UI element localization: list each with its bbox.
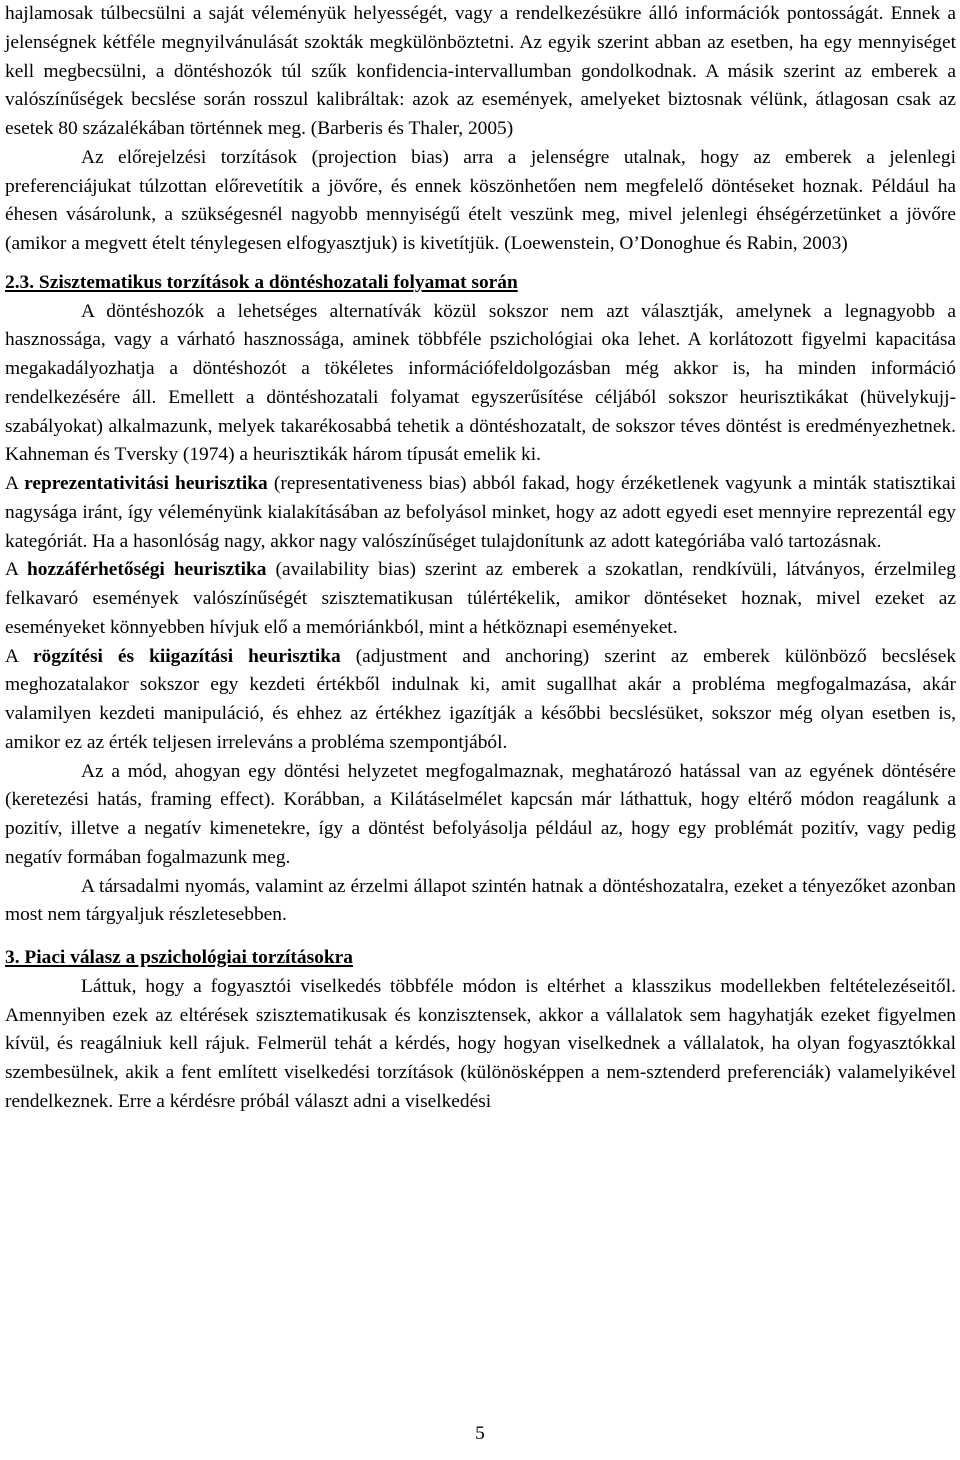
paragraph-social-pressure: A társadalmi nyomás, valamint az érzelmi állapot szintén hatnak a döntéshozatalra, ezeket a tényezőket azonban most nem tárgyaljuk részletesebben. (5, 875, 956, 926)
article: A (5, 473, 25, 494)
paragraph-anchoring (5, 643, 956, 758)
term-anchoring: rögzítési és kiigazítási heurisztika (32, 645, 341, 667)
paragraph-overconfidence: hajlamosak túlbecsülni a saját véleményük helyességét, vagy a rendelkezésükre álló információk pontosságát. Ennek a jelenségnek kétféle megnyilvánulását szokták megkülönböztetni. Az egyik szerint abban az esetben, ha egy mennyiséget kell megbecsülni, a döntéshozók túl szűk konfidencia-intervallumban gondolkodnak. A másik szerint az emberek a valószínűségek becslése során rosszul kalibráltak: azok az események, amelyeket biztosnak vélünk, átlagosan csak az esetek 80 százalékában történnek meg. (Barberis és Thaler, 2005) (5, 3, 956, 139)
paragraph-representativeness (5, 470, 956, 556)
paragraph-text: (availability bias) szerint az emberek a szokatlan, rendkívüli, látványos, érzelmileg felkavaró események valószínűségét szisztematikusan túlértékelik, amikor döntéseket hoznak, mivel ezeket az eseményeket könnyebben hívjuk elő a memóriánkból, mint a hétköznapi eseményeket. (5, 559, 956, 638)
paragraph-text: (adjustment and anchoring) szerint az emberek különböző becslések meghozatalakor sokszor egy kezdeti értékből indulnak ki, amit sugallhat akár a probléma megfogalmazása, akár valamilyen kezdeti manipuláció, és ehhez az értékhez igazítják a későbbi becslésüket, sokszor még olyan esetben is, amikor ez az érték teljesen irreleváns a probléma szempontjából. (5, 645, 957, 753)
paragraph-availability (5, 556, 956, 642)
section-heading-2-3-text: 2.3. Szisztematikus torzítások a döntéshozatali folyamat során (5, 271, 518, 293)
spacer (5, 930, 956, 944)
paragraph-projection-bias: Az előrejelzési torzítások (projection bias) arra a jelenségre utalnak, hogy az emberek a jelenlegi preferenciájukat túlzottan előrevetítik a jövőre, és ennek köszönhetően nem megfelelő döntéseket hoznak. Például ha éhesen vásárolunk, a szükségesnél nagyobb mennyiségű ételt veszünk meg, mivel jelenlegi éhségérzetünket a jövőre (amikor a megvett ételt ténylegesen elfogyasztjuk) is kivetítjük. (Loewenstein, O’Donoghue és Rabin, 2003) (5, 146, 956, 254)
article: A (5, 645, 33, 667)
section-heading-3 (5, 944, 956, 973)
term-availability: hozzáférhetőségi heurisztika (26, 559, 267, 581)
paragraph-market-response: Láttuk, hogy a fogyasztói viselkedés többféle módon is eltérhet a klasszikus modellekben feltételezéseitől. Amennyiben ezek az eltérések szisztematikusak és konzisztensek, akkor a vállalatok sem hagyhatják ezeket figyelmen kívül, és reagálniuk kell rájuk. Felmerül tehát a kérdés, hogy hogyan viselkednek a vállalatok, ha olyan fogyasztókkal szembesülnek, akik a fent említett viselkedési torzítások (különösképpen a nem-sztenderd preferenciák) valamelyikével rendelkeznek. Erre a kérdésre próbál választ adni a viselkedési (5, 975, 956, 1112)
term-representativeness: reprezentativitási heurisztika (24, 473, 268, 494)
page-number: 5 (475, 1423, 485, 1444)
spacer (5, 259, 956, 269)
article: A (5, 559, 27, 581)
paragraph-text: (representativeness bias) abból fakad, hogy érzéketlenek vagyunk a minták statisztikai nagysága iránt, így véleményünk kialakításában az befolyásol minket, hogy az adott egyedi eset mennyire reprezentál egy kategóriát. Ha a hasonlóság nagy, akkor nagy valószínűséget tulajdonítunk az adott kategóriába való tartozásnak. (5, 473, 956, 552)
paragraph-framing: Az a mód, ahogyan egy döntési helyzetet megfogalmaznak, meghatározó hatással van az egyének döntésére (keretezési hatás, framing effect). Korábban, a Kilátáselmélet kapcsán már láthattuk, hogy eltérő módon reagálunk a pozitív, illetve a negatív kimenetekre, így a döntést befolyásolja például az, hogy egy problémát pozitív, vagy pedig negatív formában fogalmazunk meg. (5, 760, 956, 868)
paragraph-intro-heuristics: A döntéshozók a lehetséges alternatívák közül sokszor nem azt választják, amelynek a legnagyobb a hasznossága, vagy a várható hasznossága, aminek többféle pszichológiai oka lehet. A korlátozott figyelmi kapacitása megakadályozhatja a döntéshozót a tökéletes információfeldolgozásban még akkor is, ha minden információ rendelkezésére áll. Emellett a döntéshozatali folyamat egyszerűsítése céljából sokszor heurisztikákat (hüvelykujj-szabályokat) alkalmazunk, melyek takarékosabbá tehetik a döntéshozatalt, de sokszor téves döntést is eredményezhetnek. Kahneman és Tversky (1974) a heurisztikák három típusát emelik ki. (5, 300, 956, 466)
section-heading-3-text: 3. Piaci válasz a pszichológiai torzításokra (5, 947, 353, 968)
section-heading-2-3 (5, 269, 956, 298)
